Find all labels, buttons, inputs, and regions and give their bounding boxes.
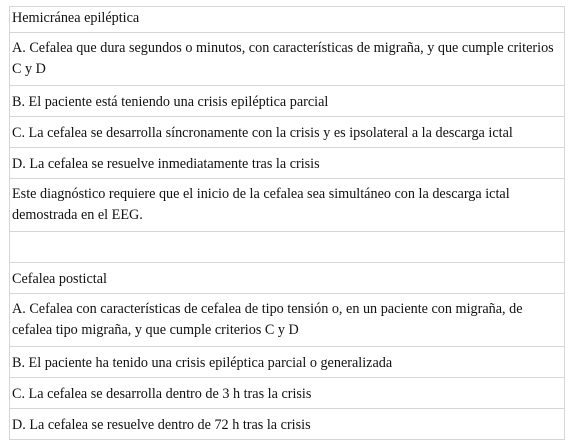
criterion-row — [10, 148, 565, 179]
empty-cell — [10, 232, 565, 263]
criterion-c: C. La cefalea se desarrolla dentro de 3 h tras la crisis — [10, 378, 565, 409]
criterion-d: D. La cefalea se resuelve inmediatamente tras la crisis — [10, 148, 565, 179]
diagnosis-note: Este diagnóstico requiere que el inicio de la cefalea sea simultáneo con la descarga ictal demostrada en el EEG. — [10, 179, 565, 232]
criterion-row — [10, 33, 565, 86]
criterion-row — [10, 409, 565, 440]
criterion-row — [10, 86, 565, 117]
criterion-c: C. La cefalea se desarrolla síncronamente con la crisis y es ipsolateral a la descarga ictal — [10, 117, 565, 148]
section-title-row — [10, 263, 565, 294]
spacer-row — [10, 232, 565, 263]
section-title-row — [10, 7, 565, 33]
criterion-row — [10, 378, 565, 409]
criterion-a: A. Cefalea que dura segundos o minutos, con características de migraña, y que cumple criterios C y D — [10, 33, 565, 86]
section-title: Hemicránea epiléptica — [10, 7, 565, 33]
criterion-a: A. Cefalea con características de cefalea de tipo tensión o, en un paciente con migraña, de cefalea tipo migraña, y que cumple criterios C y D — [10, 294, 565, 347]
criterion-row — [10, 294, 565, 347]
criterion-row — [10, 347, 565, 378]
note-row — [10, 179, 565, 232]
criterion-row — [10, 117, 565, 148]
criterion-d: D. La cefalea se resuelve dentro de 72 h tras la crisis — [10, 409, 565, 440]
section-title: Cefalea postictal — [10, 263, 565, 294]
criteria-table — [9, 6, 565, 440]
criterion-b: B. El paciente ha tenido una crisis epiléptica parcial o generalizada — [10, 347, 565, 378]
criterion-b: B. El paciente está teniendo una crisis epiléptica parcial — [10, 86, 565, 117]
